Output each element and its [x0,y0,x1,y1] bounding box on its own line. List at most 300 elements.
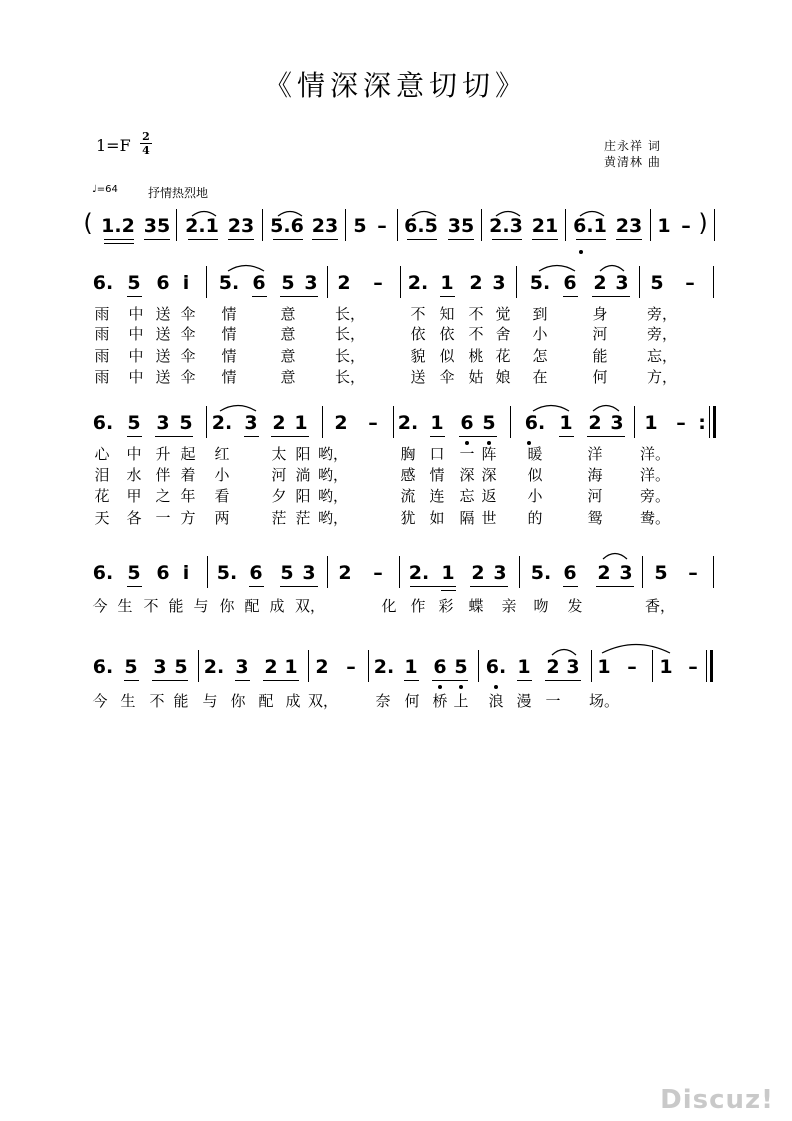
lyric: 中 [128,368,144,386]
note: 2.3 [489,215,523,237]
note: – [368,412,378,434]
lyric: 一 [155,509,171,527]
slur [550,644,578,656]
barline [206,266,207,298]
barline [206,406,207,438]
barline [713,556,714,588]
lyric: 中 [126,445,142,463]
barline [198,650,199,682]
lyric: 年 [180,487,196,505]
note: 6. [485,656,507,678]
note: 2 [597,562,611,584]
note: 2 [593,272,607,294]
note: 5 [124,656,138,678]
lyric: 漫 [516,692,532,710]
note: 2. [397,412,419,434]
lyric: 胸 [400,445,416,463]
note: 1 [404,656,418,678]
note: 2 [334,412,348,434]
lyric: 雨 [94,305,110,323]
low-octave-dot [438,685,442,689]
note: 3 [302,562,316,584]
lyric: 太 [271,445,287,463]
lyric: 意 [280,305,296,323]
lyric: 身 [592,305,608,323]
lyric: 姑 [468,368,484,386]
note: 5. [216,562,238,584]
lyric: 伞 [180,368,196,386]
note: 2. [373,656,395,678]
lyric: 水 [126,466,142,484]
lyric: 小 [214,466,230,484]
barline [714,209,715,241]
note: i [182,272,190,294]
lyric: 口 [429,445,445,463]
note: 6. [92,412,114,434]
note: 2. [203,656,225,678]
lyric: 你 [230,692,246,710]
note: 3 [235,656,249,678]
time-signature-bottom: 4 [142,144,150,157]
lyric: 不 [468,305,484,323]
lyric: 深 [459,466,475,484]
lyric: 甲 [126,487,142,505]
slur [591,400,621,412]
lyric: 今 [92,597,108,615]
note: 5 [127,272,141,294]
slur [601,548,629,560]
lyric: 怎 [532,347,548,365]
barline [308,650,309,682]
time-signature-top: 2 [142,130,150,143]
note: 2 [272,412,286,434]
lyric: 两 [214,509,230,527]
note: – [681,215,691,237]
lyric: 茫 [271,509,287,527]
slur [494,207,522,217]
staff-line-intro [0,209,792,255]
note: 2 [315,656,329,678]
lyric: 哟， [317,509,349,527]
note: 3 [566,656,580,678]
note: 35 [447,215,475,237]
lyric: 生 [120,692,136,710]
lyric: 起 [180,445,196,463]
note: 5 [353,215,367,237]
barline [262,209,263,241]
tie [600,636,672,654]
lyric: 阵 [481,445,497,463]
lyric: 犹 [400,509,416,527]
note: 2 [337,272,351,294]
note: 23 [227,215,255,237]
lyric: 流 [400,487,416,505]
note: 1 [284,656,298,678]
lyric: 送 [410,368,426,386]
lyric: 不 [143,597,159,615]
note: 3 [304,272,318,294]
lyrics-line-5 [0,692,792,712]
note: i [182,562,190,584]
lyric: 不 [410,305,426,323]
note: 2 [469,272,483,294]
note: 5 [127,412,141,434]
lyric: 与 [202,692,218,710]
note: 5.6 [270,215,304,237]
lyric: 心 [94,445,110,463]
lyric: 伞 [180,325,196,343]
slur [537,260,577,272]
barline [393,406,394,438]
note: 6 [460,412,474,434]
lyric: 方， [646,368,678,386]
note: – [676,412,686,434]
lyric: 世 [481,509,497,527]
low-octave-dot [494,685,498,689]
lyric: 桃 [468,347,484,365]
slur [578,207,606,217]
note: 1 [430,412,444,434]
note: 5 [482,412,496,434]
lyric: 到 [532,305,548,323]
lyric: 小 [532,325,548,343]
lyric: 洋 [587,445,603,463]
lyric: 中 [128,305,144,323]
note: 6 [156,562,170,584]
staff-line-3 [0,562,792,602]
lyric: 哟， [317,445,349,463]
lyric: 泪 [94,466,110,484]
barline [368,650,369,682]
lyric: 方 [180,509,196,527]
barline [565,209,566,241]
note: 6. [524,412,546,434]
note: – [688,562,698,584]
note: 2 [588,412,602,434]
lyric: 知 [439,305,455,323]
lyric: 的 [527,509,543,527]
note: 5 [654,562,668,584]
lyric: 娘 [495,368,511,386]
lyrics-verse-4b [0,509,792,529]
barline [176,209,177,241]
lyric: 配 [258,692,274,710]
repeat-barline [713,406,716,438]
barline [345,209,346,241]
lyric: 香， [644,597,676,615]
lyric: 着 [180,466,196,484]
note: – [377,215,387,237]
lyric: 情 [429,466,445,484]
barline [207,556,208,588]
slur [190,207,218,217]
note: 5 [650,272,664,294]
lyric: 送 [155,368,171,386]
note: 2.1 [185,215,219,237]
watermark-logo: Discuz! [660,1085,774,1115]
lyric: 夕 [271,487,287,505]
expression-mark: 抒情热烈地 [148,186,209,200]
lyric: 何 [592,368,608,386]
note: 6 [249,562,263,584]
staff-line-4 [0,656,792,696]
note: 1 [644,412,658,434]
composer-credit: 黄清林 曲 [604,155,661,169]
lyric: 感 [400,466,416,484]
slur [598,260,626,272]
lyric: 舍 [495,325,511,343]
lyric: 不 [468,325,484,343]
barline [642,556,643,588]
note: 1 [517,656,531,678]
lyricist-credit: 庄永祥 词 [604,139,661,153]
barline [591,650,592,682]
lyric: 意 [280,347,296,365]
lyric: 深 [481,466,497,484]
note: 5 [454,656,468,678]
slur [226,260,266,272]
barline [652,650,653,682]
note: 6.5 [404,215,438,237]
lyric: 河 [592,325,608,343]
lyric: 一 [459,445,475,463]
note: 3 [619,562,633,584]
note: 6 [563,562,577,584]
lyric: 雨 [94,325,110,343]
lyric: 旁。 [639,487,671,505]
note: 21 [531,215,559,237]
lyric: 觉 [495,305,511,323]
slur [531,400,571,412]
lyric: 洋。 [639,466,671,484]
barline [650,209,651,241]
lyric: 能 [168,597,184,615]
note: 1 [657,215,671,237]
lyric: 长， [334,325,366,343]
lyric: 双， [307,692,339,710]
note: 2 [264,656,278,678]
lyric: 忘 [459,487,475,505]
lyric: 场。 [588,692,620,710]
lyric: 意 [280,325,296,343]
lyric: 长， [334,347,366,365]
lyric: 连 [429,487,445,505]
slur [276,207,304,217]
lyric: 送 [155,305,171,323]
note: 2 [338,562,352,584]
note: 5. [529,272,551,294]
lyric: 意 [280,368,296,386]
lyric: 作 [410,597,426,615]
note: 1 [597,656,611,678]
barline [478,650,479,682]
lyric: 一 [545,692,561,710]
lyric: 成 [269,597,285,615]
lyric: 隔 [459,509,475,527]
note: – [373,272,383,294]
lyric: 伞 [439,368,455,386]
lyrics-verse-1 [0,305,792,325]
lyric: 浪 [488,692,504,710]
lyric: 与 [193,597,209,615]
note: – [373,562,383,584]
note: 1 [294,412,308,434]
lyric: 中 [128,325,144,343]
lyric: 洋。 [639,445,671,463]
note: – [346,656,356,678]
lyric: 茫 [295,509,311,527]
lyric: 淌 [295,466,311,484]
lyric: 似 [527,466,543,484]
note: 2. [211,412,233,434]
note: 1 [440,272,454,294]
lyric: 花 [94,487,110,505]
note: 5. [530,562,552,584]
note: 6. [92,272,114,294]
lyric: 升 [155,445,171,463]
note: 5 [280,562,294,584]
lyric: 你 [219,597,235,615]
note: 5. [218,272,240,294]
barline [519,556,520,588]
note: 6 [433,656,447,678]
lyric: 阳 [295,487,311,505]
lyrics-verse-3b [0,487,792,507]
barline [516,266,517,298]
note: 2. [408,562,430,584]
lyric: 上 [453,692,469,710]
note: ( [83,209,93,237]
lyric: 化 [381,597,397,615]
tempo-mark: ♩=64 [92,184,118,195]
low-octave-dot [579,250,583,254]
note: 2 [546,656,560,678]
note: – [688,656,698,678]
barline [399,556,400,588]
barline [327,556,328,588]
lyric: 雨 [94,347,110,365]
lyrics-verse-2 [0,325,792,345]
note: 1 [659,656,673,678]
lyric: 情 [221,305,237,323]
note: 6. [92,656,114,678]
lyric: 中 [128,347,144,365]
lyric: 能 [173,692,189,710]
lyric: 情 [221,368,237,386]
lyric: 送 [155,347,171,365]
lyric: 花 [495,347,511,365]
note: 3 [153,656,167,678]
lyric: 忘， [646,347,678,365]
lyric: 河 [271,466,287,484]
lyrics-verse-1b [0,445,792,465]
lyrics-verse-3 [0,347,792,367]
lyric: 在 [532,368,548,386]
note: 1.2 [101,215,135,237]
note: 35 [143,215,171,237]
barline [322,406,323,438]
barline [397,209,398,241]
note: 3 [244,412,258,434]
note: 5 [127,562,141,584]
lyric: 双， [294,597,326,615]
lyric: 似 [439,347,455,365]
note: 6.1 [573,215,607,237]
lyric: 雨 [94,368,110,386]
slur [218,400,258,412]
note: 3 [493,562,507,584]
note: 3 [610,412,624,434]
lyric: 旁， [646,325,678,343]
note: 6 [252,272,266,294]
barline [706,650,707,682]
lyric: 亲 [501,597,517,615]
lyric: 河 [587,487,603,505]
lyric: 伞 [180,305,196,323]
lyric: 阳 [295,445,311,463]
lyric: 长， [334,305,366,323]
lyric: 鸯。 [639,509,671,527]
barline [639,266,640,298]
lyric: 奈 [375,692,391,710]
lyric: 哟， [317,466,349,484]
lyric: 鸳 [587,509,603,527]
lyric: 小 [527,487,543,505]
lyric: 生 [117,597,133,615]
lyric: 之 [155,487,171,505]
lyric: 如 [429,509,445,527]
lyric: 能 [592,347,608,365]
lyric: 哟， [317,487,349,505]
lyric: 何 [404,692,420,710]
note: 6. [92,562,114,584]
song-title: 《情深深意切切》 [263,69,528,102]
barline [510,406,511,438]
lyric: 返 [481,487,497,505]
note: 5 [179,412,193,434]
lyric: 情 [221,325,237,343]
note: – [627,656,637,678]
barline [481,209,482,241]
final-barline [710,650,713,682]
lyric: 红 [214,445,230,463]
lyric: 成 [285,692,301,710]
lyrics-verse-4 [0,368,792,388]
lyric: 旁， [646,305,678,323]
lyric: 彩 [438,597,454,615]
note: 3 [156,412,170,434]
barline [327,266,328,298]
lyrics-line-4 [0,597,792,617]
lyric: 依 [410,325,426,343]
lyric: 吻 [533,597,549,615]
lyric: 各 [126,509,142,527]
note: 23 [311,215,339,237]
lyric: 蝶 [468,597,484,615]
note: 5 [281,272,295,294]
note: 1 [559,412,573,434]
note: 5 [174,656,188,678]
note: 3 [615,272,629,294]
lyric: 依 [439,325,455,343]
lyric: 情 [221,347,237,365]
note: 2. [407,272,429,294]
note: 6 [156,272,170,294]
slur [410,207,438,217]
lyric: 桥 [432,692,448,710]
barline [400,266,401,298]
repeat-sign: : [698,412,706,434]
